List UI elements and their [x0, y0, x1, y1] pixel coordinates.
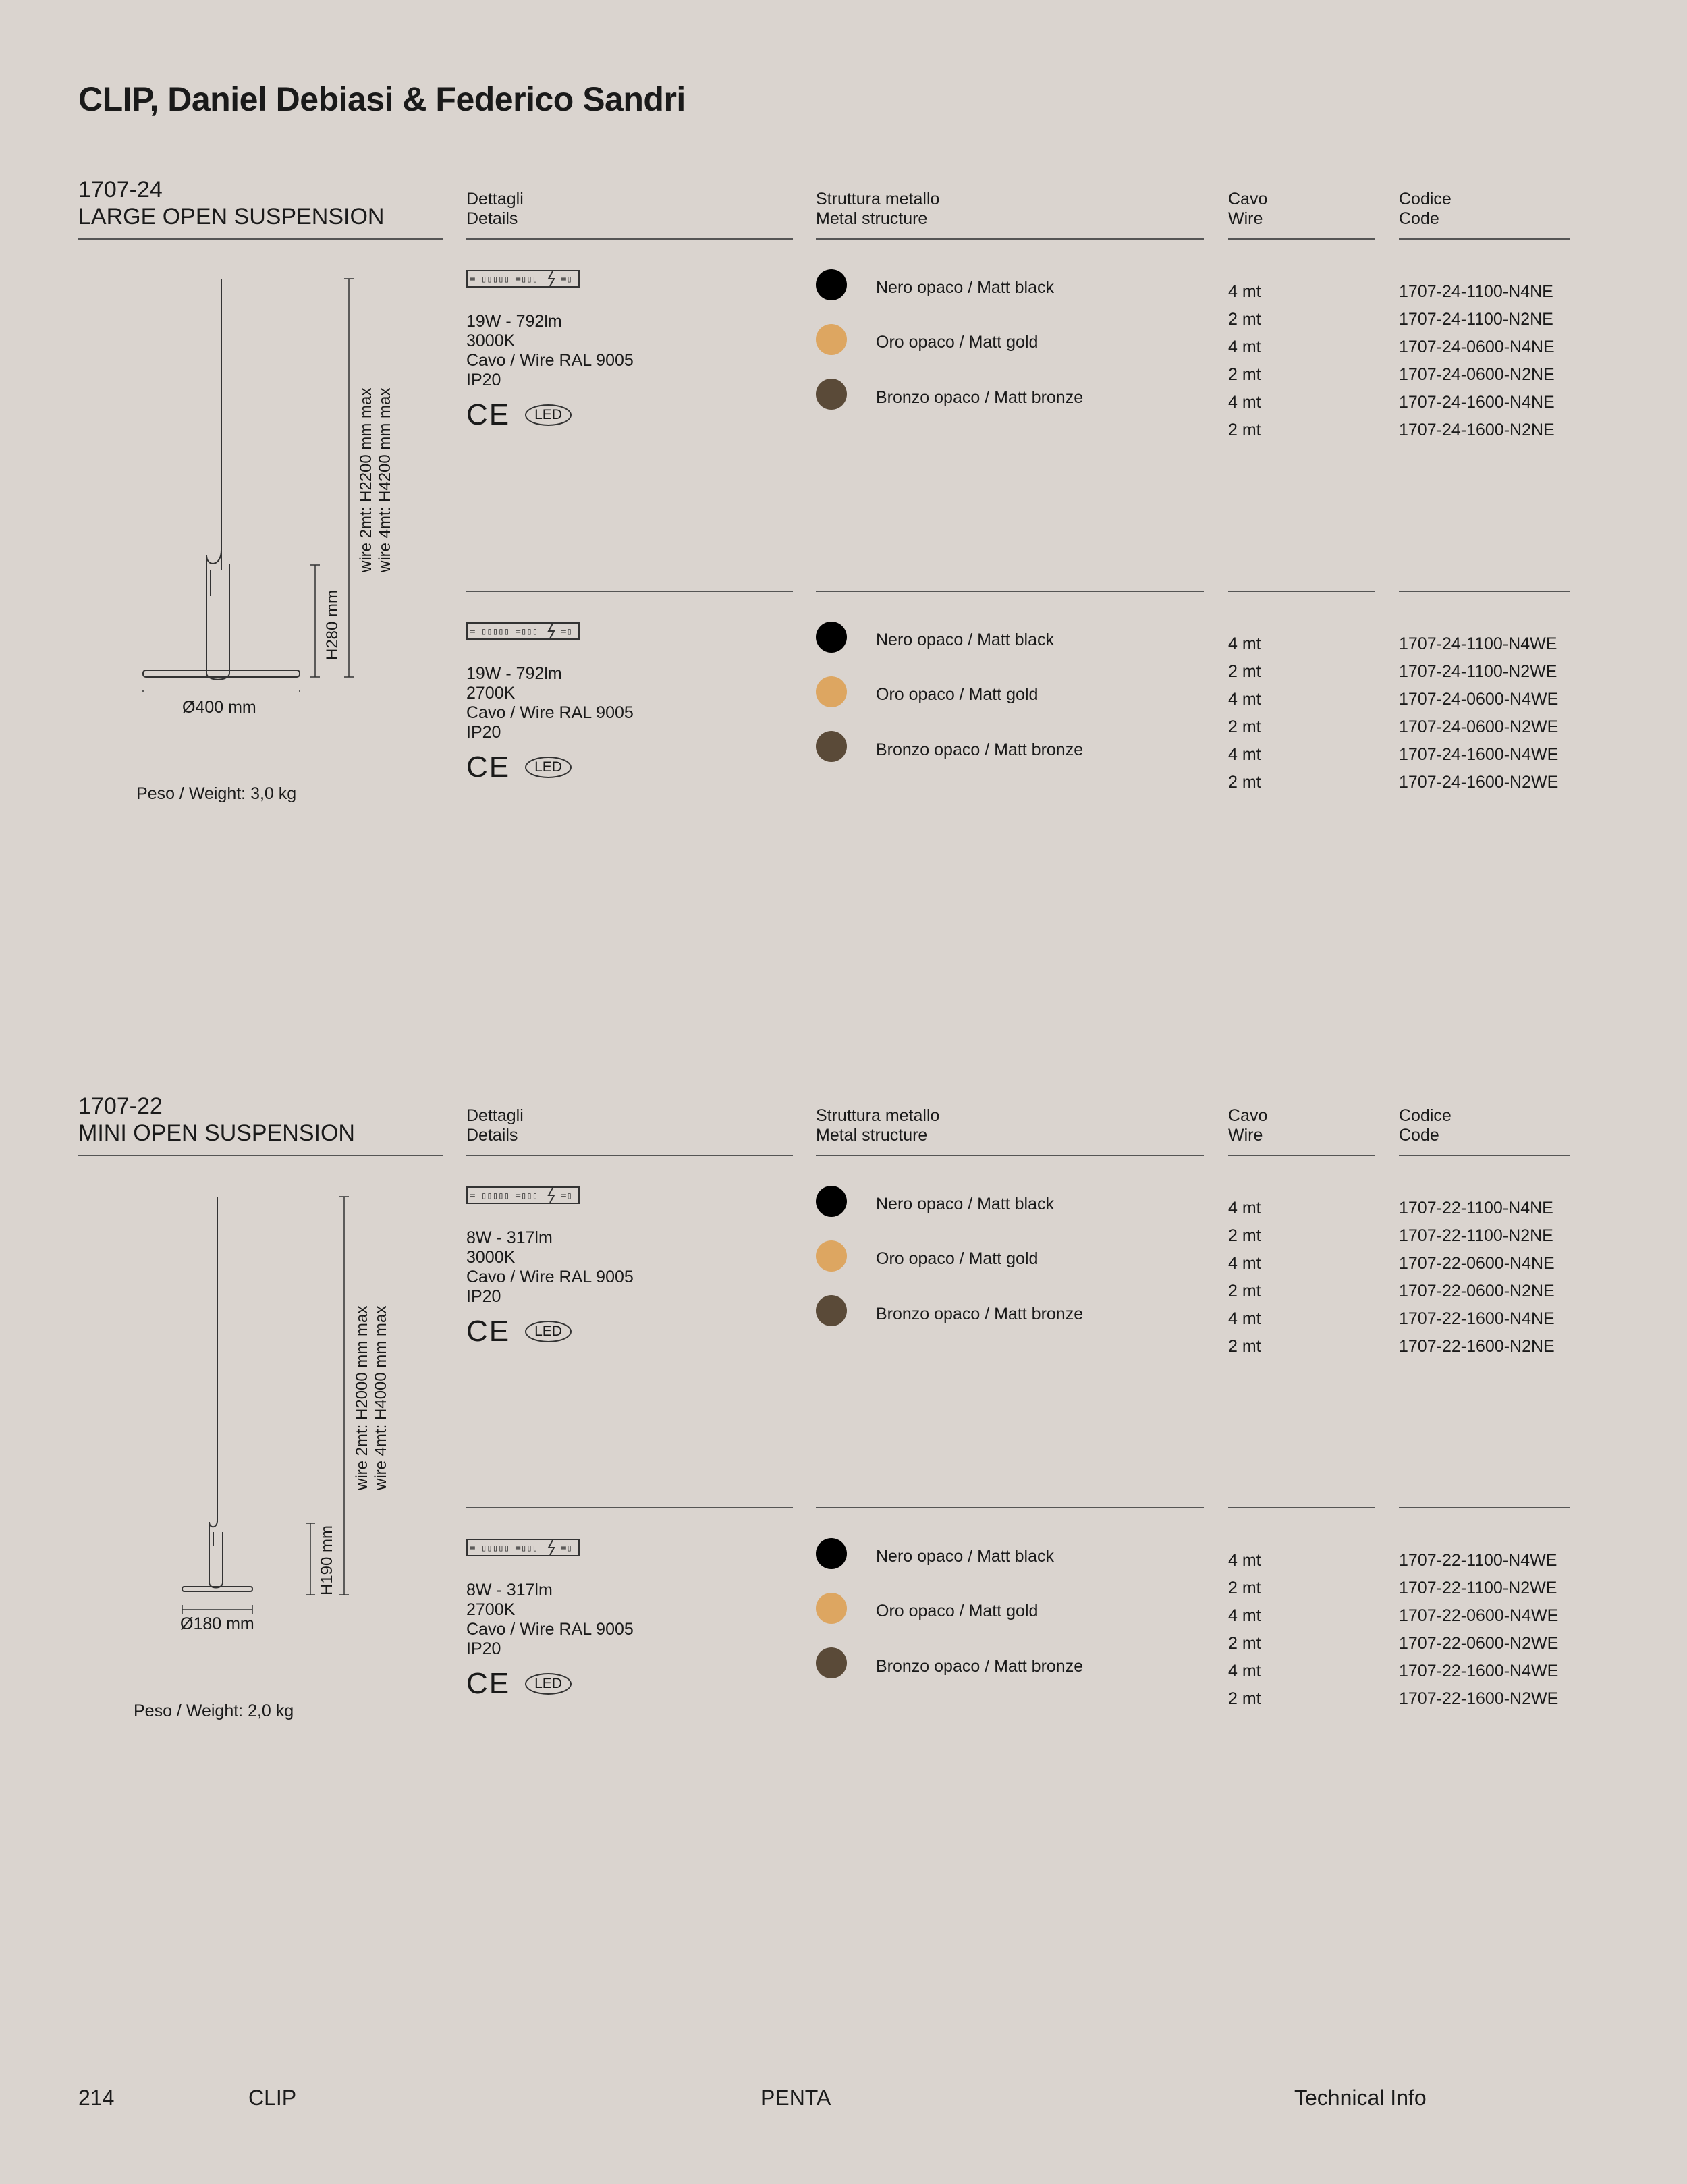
divider [466, 1155, 793, 1156]
led-badge: LED [525, 1321, 572, 1342]
wire-list: 4 mt 2 mt 4 mt 2 mt 4 mt 2 mt [1228, 634, 1261, 792]
swatch-gold [816, 324, 847, 355]
finish-label: Nero opaco / Matt black [876, 1547, 1055, 1566]
swatch-black [816, 1186, 847, 1217]
finish-label: Bronzo opaco / Matt bronze [876, 740, 1084, 759]
swatch-bronze [816, 379, 847, 410]
svg-text:= ▯▯▯▯▯ =▯▯▯: = ▯▯▯▯▯ =▯▯▯ [470, 626, 538, 637]
finish-label: Nero opaco / Matt black [876, 630, 1055, 649]
divider [1399, 1507, 1570, 1508]
spec-wire: Cavo / Wire RAL 9005 [466, 1267, 634, 1286]
mini-lamp-drawing [169, 1191, 277, 1616]
large-lamp-drawing [135, 273, 310, 692]
divider [78, 1155, 443, 1156]
header-details: Dettagli Details [466, 1106, 524, 1145]
cert-marks [466, 398, 572, 431]
dim-height: H280 mm [323, 589, 341, 660]
wire-list: 4 mt 2 mt 4 mt 2 mt 4 mt 2 mt [1228, 1199, 1261, 1356]
product-code: 1707-24 [78, 177, 163, 202]
divider [1399, 1155, 1570, 1156]
dim-diameter: Ø400 mm [182, 698, 256, 717]
swatch-black [816, 1538, 847, 1569]
svg-text:= ▯▯▯▯▯ =▯▯▯: = ▯▯▯▯▯ =▯▯▯ [470, 1191, 538, 1201]
divider [466, 238, 793, 240]
divider [1399, 238, 1570, 240]
divider [1228, 1507, 1375, 1508]
cert-marks [466, 750, 572, 784]
svg-text:=▯: =▯ [561, 1543, 572, 1554]
led-badge: LED [525, 404, 572, 426]
spec-ip: IP20 [466, 371, 501, 389]
header-details: Dettagli Details [466, 190, 524, 228]
header-code: Codice Code [1399, 1106, 1451, 1145]
spec-wire: Cavo / Wire RAL 9005 [466, 351, 634, 370]
weight: Peso / Weight: 3,0 kg [136, 784, 297, 803]
led-badge: LED [525, 1673, 572, 1695]
spec-temp: 3000K [466, 331, 516, 350]
cert-marks [466, 1667, 572, 1700]
dim-diameter: Ø180 mm [180, 1614, 254, 1633]
svg-text:= ▯▯▯▯▯ =▯▯▯: = ▯▯▯▯▯ =▯▯▯ [470, 274, 538, 285]
ce-mark-icon: CE [466, 1315, 511, 1348]
product-code: 1707-22 [78, 1093, 163, 1119]
driver-icon [466, 1186, 580, 1204]
page-title: CLIP, Daniel Debiasi & Federico Sandri [78, 80, 686, 118]
swatch-gold [816, 676, 847, 707]
svg-text:= ▯▯▯▯▯ =▯▯▯: = ▯▯▯▯▯ =▯▯▯ [470, 1543, 538, 1554]
driver-icon [466, 622, 580, 640]
spec-temp: 2700K [466, 1600, 516, 1619]
divider [78, 238, 443, 240]
footer-section: Technical Info [1294, 2085, 1427, 2110]
weight: Peso / Weight: 2,0 kg [134, 1701, 294, 1720]
ce-mark-icon: CE [466, 1667, 511, 1700]
spec-wire: Cavo / Wire RAL 9005 [466, 1620, 634, 1639]
swatch-gold [816, 1593, 847, 1624]
ce-mark-icon: CE [466, 398, 511, 431]
dim-wire-4: wire 4mt: H4000 mm max [372, 1305, 390, 1490]
spec-power: 19W - 792lm [466, 664, 562, 683]
svg-text:=▯: =▯ [561, 626, 572, 637]
divider [1228, 1155, 1375, 1156]
driver-icon [466, 1539, 580, 1556]
divider [816, 591, 1204, 592]
finish-label: Nero opaco / Matt black [876, 1195, 1055, 1213]
code-list: 1707-24-1100-N4NE 1707-24-1100-N2NE 1707-24-0600-N4NE 1707-24-0600-N2NE 1707-24-1600-N4NE 1707-24-1600-N2NE [1399, 282, 1555, 439]
swatch-bronze [816, 1647, 847, 1678]
header-code: Codice Code [1399, 190, 1451, 228]
finish-label: Oro opaco / Matt gold [876, 1602, 1039, 1620]
spec-power: 19W - 792lm [466, 312, 562, 331]
code-list: 1707-22-1100-N4NE 1707-22-1100-N2NE 1707-22-0600-N4NE 1707-22-0600-N2NE 1707-22-1600-N4NE 1707-22-1600-N2NE [1399, 1199, 1555, 1356]
finish-label: Bronzo opaco / Matt bronze [876, 388, 1084, 407]
spec-power: 8W - 317lm [466, 1581, 553, 1600]
dim-wire-2: wire 2mt: H2200 mm max [357, 387, 375, 572]
page-number: 214 [78, 2085, 115, 2110]
code-list: 1707-24-1100-N4WE 1707-24-1100-N2WE 1707-24-0600-N4WE 1707-24-0600-N2WE 1707-24-1600-N4WE 1707-24-1600-N2WE [1399, 634, 1559, 792]
svg-text:=▯: =▯ [561, 1191, 572, 1201]
spec-temp: 3000K [466, 1248, 516, 1267]
driver-icon [466, 270, 580, 288]
finish-label: Bronzo opaco / Matt bronze [876, 1305, 1084, 1323]
spec-ip: IP20 [466, 723, 501, 742]
footer-collection: CLIP [248, 2085, 297, 2110]
dim-wire-2: wire 2mt: H2000 mm max [353, 1305, 371, 1490]
finish-label: Nero opaco / Matt black [876, 278, 1055, 297]
divider [816, 1507, 1204, 1508]
svg-text:=▯: =▯ [561, 274, 572, 285]
wire-list: 4 mt 2 mt 4 mt 2 mt 4 mt 2 mt [1228, 282, 1261, 439]
divider [1228, 591, 1375, 592]
header-structure: Struttura metallo Metal structure [816, 1106, 940, 1145]
spec-ip: IP20 [466, 1287, 501, 1306]
divider [466, 591, 793, 592]
wire-list: 4 mt 2 mt 4 mt 2 mt 4 mt 2 mt [1228, 1551, 1261, 1708]
led-badge: LED [525, 757, 572, 778]
divider [816, 1155, 1204, 1156]
spec-temp: 2700K [466, 684, 516, 703]
dim-height: H190 mm [318, 1525, 336, 1595]
swatch-black [816, 269, 847, 300]
swatch-black [816, 622, 847, 653]
header-structure: Struttura metallo Metal structure [816, 190, 940, 228]
dim-wire-4: wire 4mt: H4200 mm max [376, 387, 394, 572]
finish-label: Oro opaco / Matt gold [876, 333, 1039, 352]
divider [1399, 591, 1570, 592]
ce-mark-icon: CE [466, 750, 511, 784]
code-list: 1707-22-1100-N4WE 1707-22-1100-N2WE 1707-22-0600-N4WE 1707-22-0600-N2WE 1707-22-1600-N4WE 1707-22-1600-N2WE [1399, 1551, 1559, 1708]
cert-marks [466, 1315, 572, 1348]
spec-ip: IP20 [466, 1639, 501, 1658]
footer-brand: PENTA [760, 2085, 831, 2110]
finish-label: Oro opaco / Matt gold [876, 1249, 1039, 1268]
product-name: MINI OPEN SUSPENSION [78, 1120, 355, 1146]
spec-wire: Cavo / Wire RAL 9005 [466, 703, 634, 722]
divider [816, 238, 1204, 240]
header-wire: Cavo Wire [1228, 190, 1268, 228]
swatch-bronze [816, 1295, 847, 1326]
swatch-bronze [816, 731, 847, 762]
product-name: LARGE OPEN SUSPENSION [78, 204, 385, 229]
divider [1228, 238, 1375, 240]
finish-label: Bronzo opaco / Matt bronze [876, 1657, 1084, 1676]
header-wire: Cavo Wire [1228, 1106, 1268, 1145]
divider [466, 1507, 793, 1508]
spec-power: 8W - 317lm [466, 1228, 553, 1247]
swatch-gold [816, 1240, 847, 1272]
finish-label: Oro opaco / Matt gold [876, 685, 1039, 704]
